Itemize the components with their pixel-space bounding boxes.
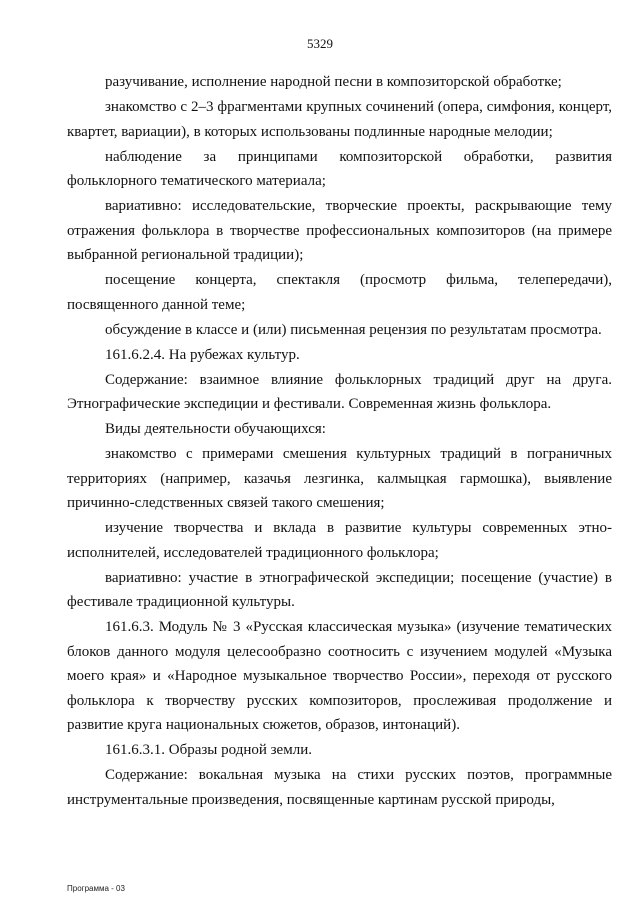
section-heading: 161.6.3.1. Образы родной земли. bbox=[105, 742, 312, 758]
paragraph: вариативно: исследовательские, творческие проекты, раскрывающие тему отражения фольклора в творчестве профессиональных композиторов (на примере выбранной региональной традиции); bbox=[67, 198, 612, 263]
paragraph: наблюдение за принципами композиторской обработки, развития фольклорного тематического материала; bbox=[67, 148, 612, 189]
paragraph: изучение творчества и вклада в развитие культуры современных этно-исполнителей, исследователей традиционного фольклора; bbox=[67, 520, 612, 561]
paragraph: обсуждение в классе и (или) письменная рецензия по результатам просмотра. bbox=[105, 321, 602, 338]
paragraph: разучивание, исполнение народной песни в композиторской обработке; bbox=[105, 74, 562, 90]
section-heading: 161.6.2.4. На рубежах культур. bbox=[105, 346, 300, 363]
paragraph: Содержание: взаимное влияние фольклорных традиций друг на друга. Этнографические экспедиции и фестивали. Современная жизнь фольклора. bbox=[67, 371, 612, 412]
page-number: 5329 bbox=[307, 36, 333, 51]
paragraph: посещение концерта, спектакля (просмотр фильма, телепередачи), посвященного данной теме; bbox=[67, 272, 612, 313]
paragraph: знакомство с примерами смешения культурных традиций в пограничных территориях (например, казачья лезгинка, калмыцкая гармошка), выявление причинно-следственных связей такого смешения; bbox=[67, 446, 612, 511]
paragraph: знакомство с 2–3 фрагментами крупных сочинений (опера, симфония, концерт, квартет, вариации), в которых использованы подлинные народные мелодии; bbox=[67, 99, 612, 140]
paragraph: 161.6.3. Модуль № 3 «Русская классическая музыка» (изучение тематических блоков данного модуля целесообразно соотносить с изучением модулей «Музыка моего края» и «Народное музыкальное творчество России», переходя от русского фольклора к творчеству русских композиторов, прослеживая продолжение и развитие круга национальных сюжетов, образов, интонаций). bbox=[67, 619, 612, 733]
document-body bbox=[67, 70, 612, 813]
paragraph: Виды деятельности обучающихся: bbox=[105, 421, 326, 437]
paragraph: Содержание: вокальная музыка на стихи русских поэтов, программные инструментальные произведения, посвященные картинам русской природы, bbox=[67, 767, 612, 808]
footer-label: Программа - 03 bbox=[67, 884, 125, 893]
paragraph: вариативно: участие в этнографической экспедиции; посещение (участие) в фестивале традиционной культуры. bbox=[67, 569, 612, 610]
